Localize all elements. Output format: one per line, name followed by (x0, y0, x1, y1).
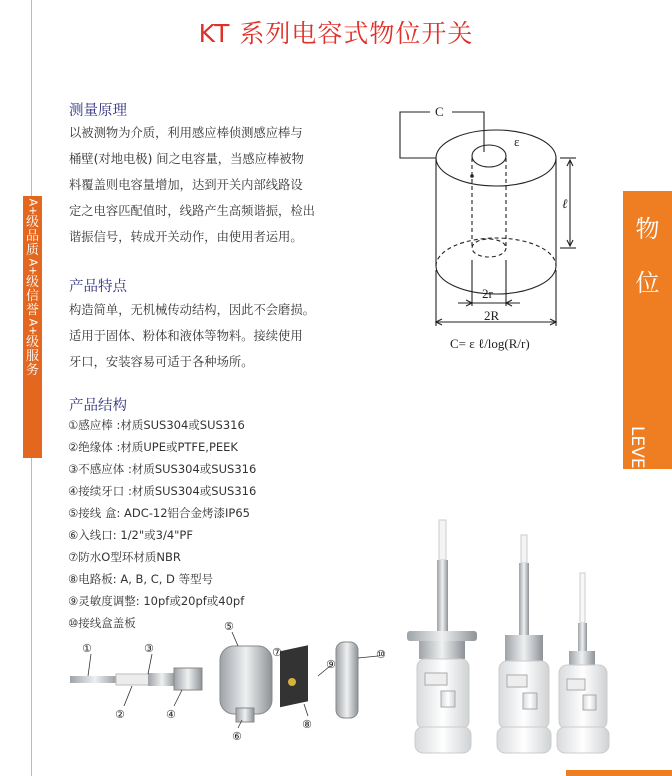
product-photos (395, 515, 620, 765)
band-text: 务 (25, 363, 39, 378)
structure-item: ④接续牙口 :材质SUS304或SUS316 (68, 484, 257, 498)
diagram-label-2R: 2R (484, 308, 500, 323)
principle-heading: 测量原理 (69, 103, 127, 119)
bottom-accent-strip (566, 770, 672, 776)
structure-item: ③不感应体 :材质SUS304或SUS316 (68, 462, 257, 476)
assembly-label: ⑨ (326, 658, 336, 671)
assembly-label: ④ (166, 708, 176, 721)
band-text: 信 (25, 289, 39, 304)
sensing-rod (70, 668, 202, 690)
capacitance-formula: C= ε ℓ/log(R/r) (450, 336, 530, 351)
structure-item: ⑦防水O型环材质NBR (68, 550, 181, 564)
band-text: A+ (26, 258, 40, 276)
probe-photo-left (407, 520, 477, 753)
structure-item: ⑥入线口: 1/2"或3/4"PF (68, 528, 193, 542)
category-char: 物 (635, 215, 660, 243)
structure-item: ⑨灵敏度调整: 10pf或20pf或40pf (68, 594, 245, 608)
junction-box (220, 646, 272, 722)
assembly-label: ⑧ (302, 718, 312, 731)
assembly-label: ⑤ (224, 620, 234, 633)
category-english: LEVEL (627, 426, 647, 479)
left-slogan-band (23, 196, 42, 458)
diagram-label-c: C (435, 104, 444, 119)
structure-item: ⑤接线 盒: ADC-12铝合金烤漆IP65 (68, 506, 250, 520)
band-text: 质 (25, 243, 39, 258)
assembly-label: ⑩ (376, 648, 386, 661)
band-text: A+ (26, 318, 40, 336)
diagram-label-2r: 2r (482, 286, 493, 301)
structure-item: ②绝缘体 :材质UPE或PTFE,PEEK (68, 440, 238, 454)
cover-plate (336, 642, 358, 718)
structure-item: ⑩接线盒盖板 (68, 616, 136, 630)
band-text: 誉 (25, 303, 39, 318)
text-line: 谐振信号，转成开关动作，由使用者运用。 (69, 230, 303, 244)
assembly-label: ① (82, 642, 92, 655)
exploded-assembly-diagram (60, 610, 400, 760)
assembly-label: ③ (144, 642, 154, 655)
diagram-label-length: ℓ (562, 196, 568, 211)
structure-heading: 产品结构 (69, 398, 127, 414)
band-text: 级 (25, 335, 39, 350)
band-text: A+ (26, 198, 40, 216)
text-line: 适用于固体、粉体和液体等物料。接续使用 (69, 329, 303, 343)
right-category-band (623, 191, 672, 479)
text-line: 桶壁(对地电极) 间之电容量，当感应棒被物 (69, 152, 304, 166)
assembly-label: ⑥ (232, 730, 242, 743)
assembly-label: ② (115, 708, 125, 721)
structure-item: ⑧电路板: A, B, C, D 等型号 (68, 572, 214, 586)
category-char: 位 (635, 269, 660, 297)
text-line: 牙口，安装容易可适于各种场所。 (69, 355, 254, 369)
band-text: 品 (25, 229, 39, 244)
band-text: 服 (25, 349, 39, 364)
features-text (69, 297, 359, 375)
capacitance-diagram (392, 98, 622, 358)
assembly-label: ⑦ (272, 646, 282, 659)
principle-text (69, 120, 359, 250)
features-heading: 产品特点 (69, 279, 127, 295)
eps-marker (470, 174, 474, 178)
structure-list (68, 414, 256, 634)
band-text: 级 (25, 275, 39, 290)
text-line: 定之电容匹配值时，线路产生高频谐振，检出 (69, 204, 315, 218)
circuit-board (280, 645, 308, 707)
structure-item: ①感应棒 :材质SUS304或SUS316 (68, 418, 245, 432)
page-title: KT 系列电容式物位开关 (198, 19, 474, 48)
text-line: 料覆盖则电容量增加，达到开关内部线路设 (69, 178, 303, 192)
probe-photo-middle (497, 535, 551, 753)
text-line: 构造简单，无机械传动结构，因此不会磨损。 (69, 303, 315, 317)
band-text: 级 (25, 215, 39, 230)
probe-photo-right (557, 573, 609, 753)
diagram-label-epsilon: ε (514, 134, 520, 149)
text-line: 以被测物为介质，利用感应棒侦测感应棒与 (69, 126, 303, 140)
